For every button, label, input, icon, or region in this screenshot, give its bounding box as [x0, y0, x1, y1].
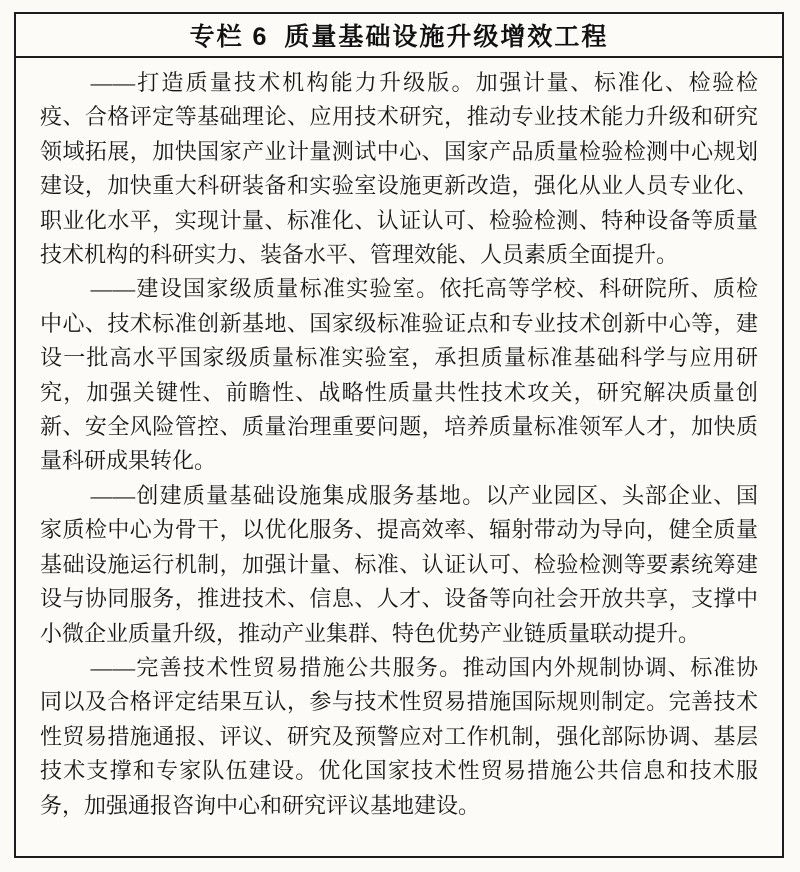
- paragraph: [40, 66, 758, 272]
- paragraph-lead: ——完善技术性贸易措施公共服务。: [90, 654, 463, 680]
- paragraph: [40, 651, 758, 823]
- paragraph-lead: ——打造质量技术机构能力升级版。: [90, 70, 476, 95]
- paragraph-text: 推动国内外规制协调、标准协同以及合格评定结果互认，参与技术性贸易措施国际规则制定。完善技术性贸易措施通报、评议、研究及预警应对工作机制，强化部际协调、基层技术支撑和专家队伍建设。优化国家技术性贸易措施公共信息和技术服务，加强通报咨询中心和研究评议基地建设。: [40, 654, 758, 818]
- paragraph: [40, 272, 758, 478]
- paragraph-lead: ——建设国家级质量标准实验室。: [90, 276, 440, 302]
- column-box-body: [16, 58, 782, 823]
- paragraph: [40, 479, 758, 651]
- paragraph-text: 加强计量、标准化、检验检疫、合格评定等基础理论、应用技术研究，推动专业技术能力升级和研究领域拓展，加快国家产业计量测试中心、国家产品质量检验检测中心规划建设，加快重大科研装备和实验室设施更新改造，强化从业人员专业化、职业化水平，实现计量、标准化、认证认可、检验检测、特种设备等质量技术机构的科研实力、装备水平、管理效能、人员素质全面提升。: [40, 70, 758, 268]
- column-label: 专栏 6: [189, 23, 269, 51]
- paragraph-text: 以产业园区、头部企业、国家质检中心为骨干，以优化服务、提高效率、辐射带动为导向，健全质量基础设施运行机制，加强计量、标准、认证认可、检验检测等要素统筹建设与协同服务，推进技术、信息、人才、设备等向社会开放共享，支撑中小微企业质量升级，推动产业集群、特色优势产业链质量联动提升。: [40, 482, 758, 646]
- column-box: [14, 12, 784, 858]
- column-box-header: [16, 14, 782, 58]
- column-title: 质量基础设施升级增效工程: [284, 23, 609, 51]
- paragraph-lead: ——创建质量基础设施集成服务基地。: [90, 482, 486, 508]
- paragraph-text: 依托高等学校、科研院所、质检中心、技术标准创新基地、国家级标准验证点和专业技术创新中心等，建设一批高水平国家级质量标准实验室，承担质量标准基础科学与应用研究，加强关键性、前瞻性、战略性质量共性技术攻关，研究解决质量创新、安全风险管控、质量治理重要问题，培养质量标准领军人才，加快质量科研成果转化。: [40, 276, 758, 474]
